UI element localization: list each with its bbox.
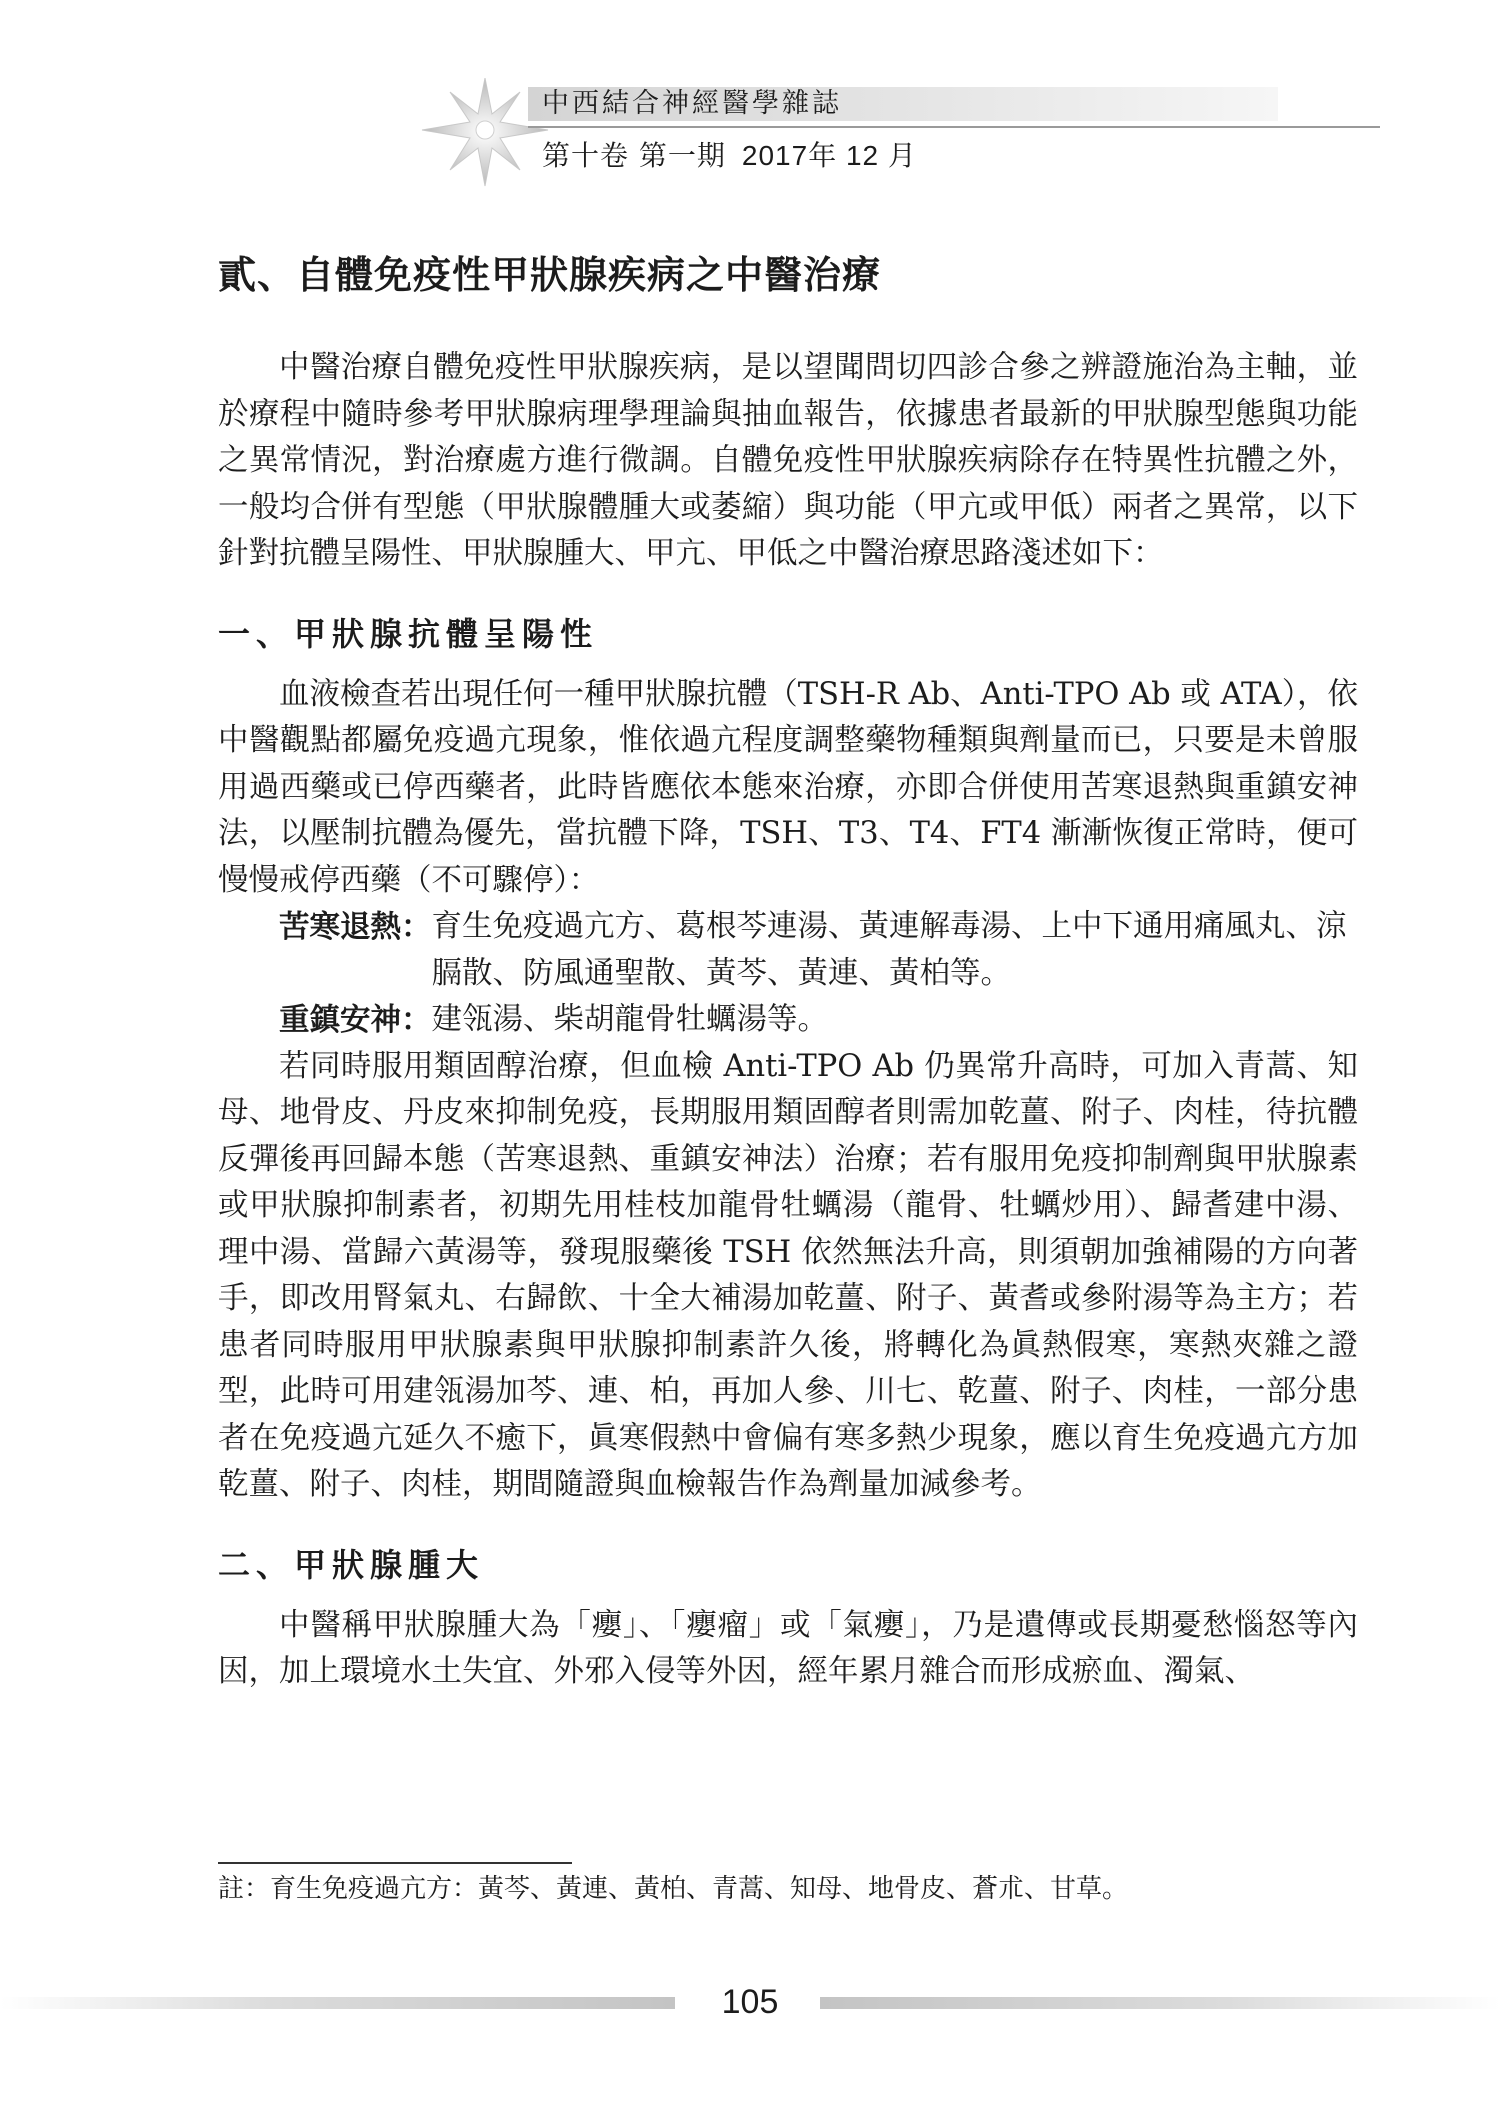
- footer-bar-left: [0, 1997, 675, 2009]
- herb-label: 苦寒退熱：: [279, 909, 432, 945]
- footnote: 註：育生免疫過亢方：黃芩、黃連、黃柏、青蒿、知母、地骨皮、蒼朮、甘草。: [218, 1874, 1129, 1904]
- header-rule: [528, 126, 1380, 128]
- footnote-divider: [218, 1862, 572, 1864]
- herb-text: 育生免疫過亢方、葛根芩連湯、黃連解毒湯、上中下通用痛風丸、涼膈散、防風通聖散、黃芩、黃連、黃柏等。: [431, 909, 1347, 991]
- subsection-1-title: 一、甲狀腺抗體呈陽性: [218, 614, 599, 653]
- footer-bar-right: [820, 1997, 1500, 2009]
- page-number: 105: [721, 1983, 779, 2021]
- herb-text: 建瓴湯、柴胡龍骨牡蠣湯等。: [431, 1002, 828, 1037]
- journal-title: 中西結合神經醫學雜誌: [528, 87, 1278, 121]
- subsection-1-paragraph-2: 若同時服用類固醇治療，但血檢 Anti-TPO Ab 仍異常升高時，可加入青蒿、知母、地骨皮、丹皮來抑制免疫，長期服用類固醇者則需加乾薑、附子、肉桂，待抗體反彈後再回歸本態（苦寒退熱、重鎮安神法）治療；若有服用免疫抑制劑與甲狀腺素或甲狀腺抑制素者，初期先用桂枝加龍骨牡蠣湯（龍骨、牡蠣炒用）、歸耆建中湯、理中湯、當歸六黃湯等，發現服藥後 TSH 依然無法升高，則須朝加強補陽的方向著手，即改用腎氣丸、右歸飲、十全大補湯加乾薑、附子、黃耆或參附湯等為主方；若患者同時服用甲狀腺素與甲狀腺抑制素許久後，將轉化為眞熱假寒，寒熱夾雜之證型，此時可用建瓴湯加芩、連、柏，再加人參、川七、乾薑、附子、肉桂，一部分患者在免疫過亢延久不癒下，眞寒假熱中會偏有寒多熱少現象，應以育生免疫過亢方加乾薑、附子、肉桂，期間隨證與血檢報告作為劑量加減參考。: [218, 1048, 1358, 1502]
- subsection-2-paragraph-1: 中醫稱甲狀腺腫大為「癭」、「癭瘤」或「氣癭」，乃是遺傳或長期憂愁惱怒等內因，加上環境水土失宜、外邪入侵等外因，經年累月雜合而形成瘀血、濁氣、: [218, 1607, 1358, 1689]
- article-body: [218, 248, 1358, 1696]
- herb-label: 重鎮安神：: [279, 1002, 432, 1038]
- journal-header: [420, 78, 1380, 188]
- volume-issue: 第十卷 第一期: [542, 139, 726, 172]
- herb-item-bitter-cold: [218, 904, 1358, 997]
- issue-date: 2017年 12 月: [741, 140, 917, 171]
- intro-paragraph: 中醫治療自體免疫性甲狀腺疾病，是以望聞問切四診合參之辨證施治為主軸，並於療程中隨時參考甲狀腺病理學理論與抽血報告，依據患者最新的甲狀腺型態與功能之異常情況，對治療處方進行微調。自體免疫性甲狀腺疾病除存在特異性抗體之外，一般均合併有型態（甲狀腺體腫大或萎縮）與功能（甲亢或甲低）兩者之異常，以下針對抗體呈陽性、甲狀腺腫大、甲亢、甲低之中醫治療思路淺述如下：: [218, 350, 1358, 571]
- subsection-1-paragraph-1: 血液檢查若出現任何一種甲狀腺抗體（TSH-R Ab、Anti-TPO Ab 或 ATA），依中醫觀點都屬免疫過亢現象，惟依過亢程度調整藥物種類與劑量而已，只要是未曾服用過西藥或已停西藥者，此時皆應依本態來治療，亦即合併使用苦寒退熱與重鎮安神法，以壓制抗體為優先，當抗體下降，TSH、T3、T4、FT4 漸漸恢復正常時，便可慢慢戒停西藥（不可驟停）：: [218, 676, 1358, 898]
- herb-item-sedative: [218, 997, 1358, 1044]
- subsection-2-title: 二、甲狀腺腫大: [218, 1545, 485, 1584]
- section-title: 貳、自體免疫性甲狀腺疾病之中醫治療: [218, 253, 882, 297]
- issue-info: [542, 136, 917, 176]
